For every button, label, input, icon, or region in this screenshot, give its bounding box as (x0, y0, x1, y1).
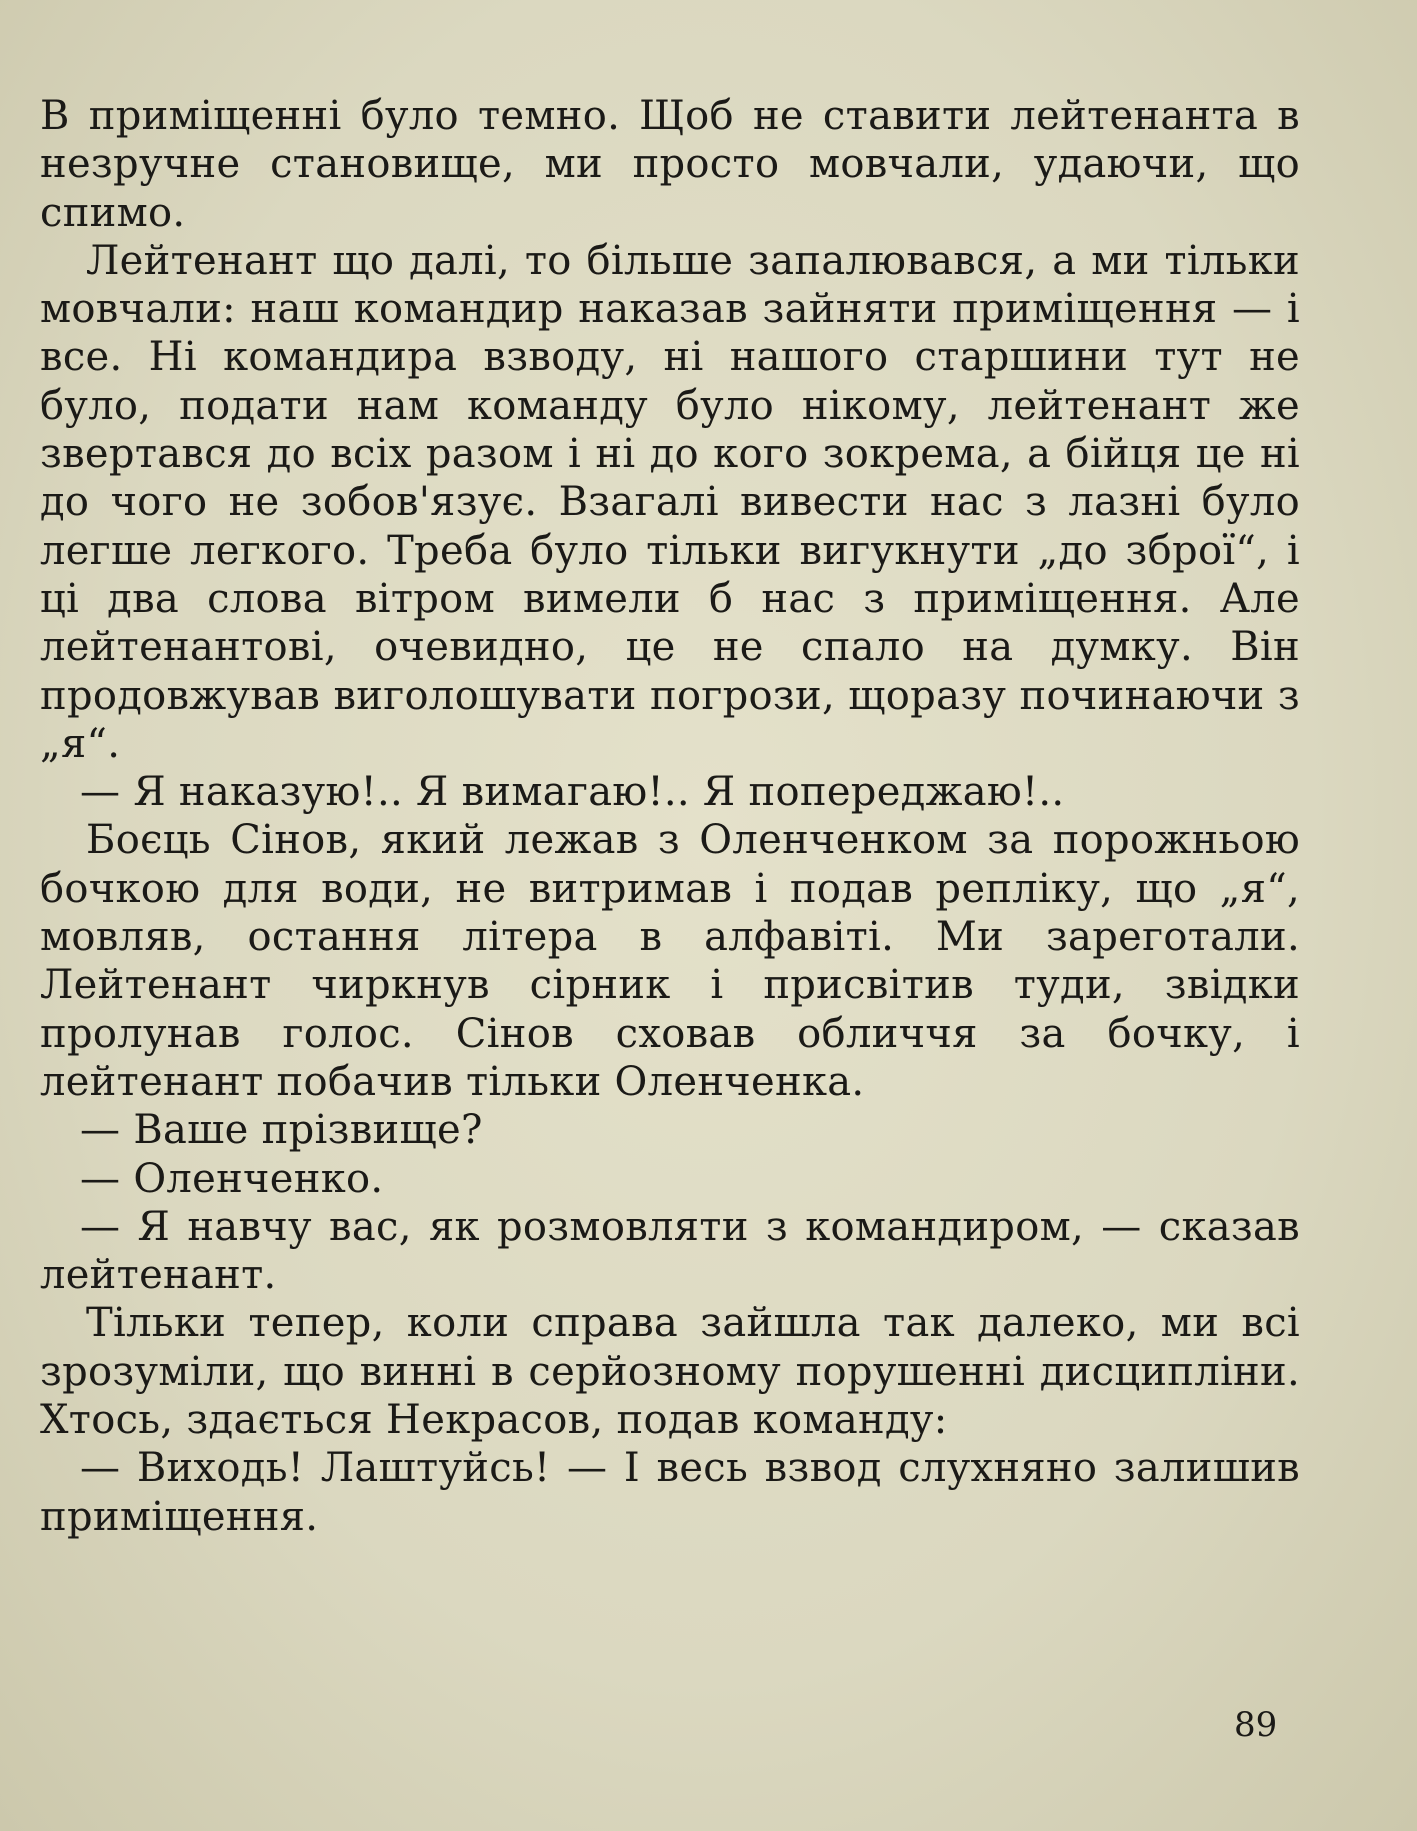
paragraph: Лейтенант що далі, то більше запалювався, а ми тільки мовчали: наш командир наказав зайняти приміщення — і все. Ні командира взводу, ні нашого старшини тут не було, подати нам команду було нікому, лейтенант же звертався до всіх разом і ні до кого зокрема, а бійця це ні до чого не зобов'язує. Взагалі вивести нас з лазні було легше легкого. Треба було тільки вигукнути „до зброї“, і ці два слова вітром вимели б нас з приміщення. Але лейтенантові, очевидно, це не спало на думку. Він продовжував виголошувати погрози, щоразу починаючи з „я“. (40, 237, 1300, 767)
paragraph: В приміщенні було темно. Щоб не ставити лейтенанта в незручне становище, ми просто мовчали, удаючи, що спимо. (40, 93, 1300, 236)
dialogue-line: — Ваше прізвище? (80, 1107, 483, 1154)
dialogue-line: — Я наказую!.. Я вимагаю!.. Я попереджаю!.. (80, 769, 1065, 816)
paragraph: Тільки тепер, коли справа зайшла так далеко, ми всі зрозуміли, що винні в серйозному порушенні дисципліни. Хтось, здається Некрасов, подав команду: (40, 1300, 1300, 1444)
dialogue-line: — Виходь! Лаштуйсь! — І весь взвод слухняно залишив приміщення. (40, 1445, 1300, 1540)
body-text (40, 92, 1300, 1541)
paragraph: Боєць Сінов, який лежав з Оленченком за порожньою бочкою для води, не витримав і подав репліку, що „я“, мовляв, остання літера в алфавіті. Ми зареготали. Лейтенант чиркнув сірник і присвітив туди, звідки пролунав голос. Сінов сховав обличчя за бочку, і лейтенант побачив тільки Оленченка. (40, 817, 1300, 1105)
dialogue-line: — Я навчу вас, як розмовляти з командиром, — сказав лейтенант. (40, 1203, 1300, 1299)
page-number: 89 (1234, 1705, 1278, 1745)
dialogue-line: — Оленченко. (80, 1155, 384, 1202)
